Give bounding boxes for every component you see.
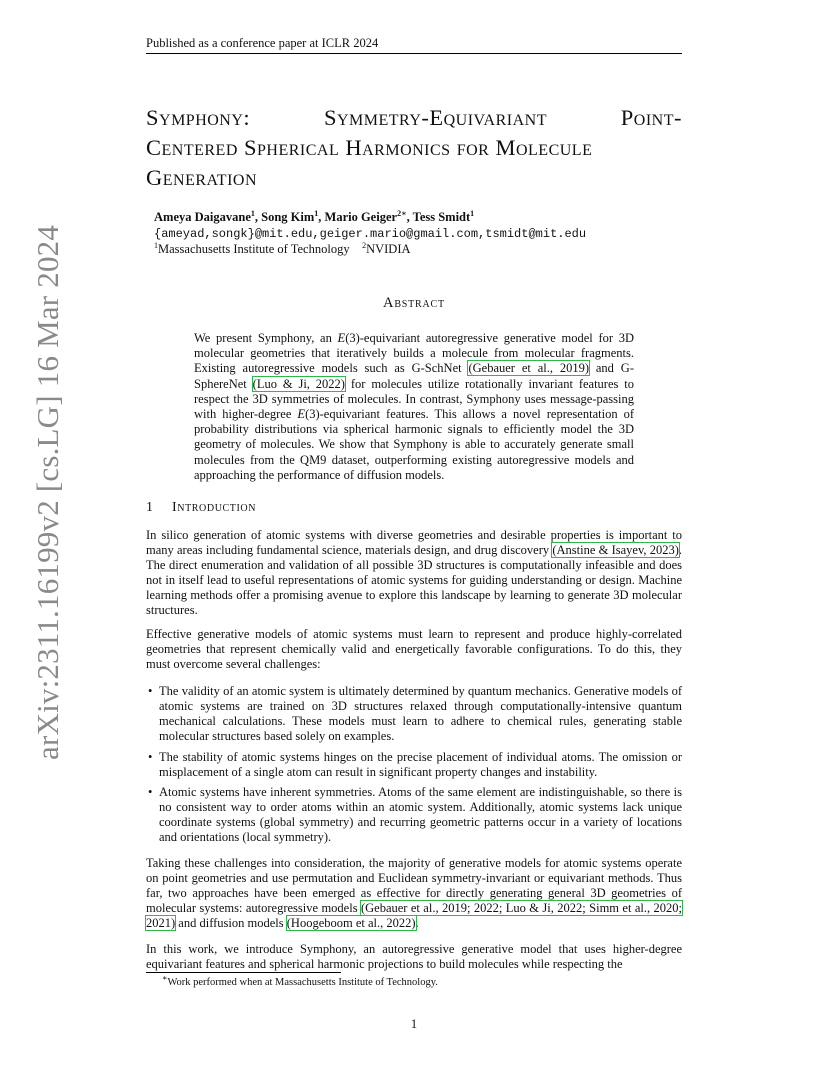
author-name: Tess Smidt bbox=[412, 210, 471, 224]
math-symbol: E bbox=[337, 331, 346, 345]
section-title: Introduction bbox=[172, 500, 257, 515]
citation-link[interactable]: (Gebauer et al., 2019) bbox=[468, 361, 590, 376]
math-symbol: E bbox=[297, 407, 306, 422]
title-line-2: Centered Spherical Harmonics for Molecule bbox=[146, 135, 593, 160]
citation-link[interactable]: (Anstine & Isayev, 2023) bbox=[552, 542, 679, 557]
footnote bbox=[162, 973, 438, 988]
list-item-text: The validity of an atomic system is ultimately determined by quantum mechanics. Generative models of atomic systems are trained on 3D structures relaxed through computationally-intensive quantum mechanical calculations. These models must learn to adhere to chemical rules, generating stable molecular structures based solely on examples. bbox=[159, 684, 682, 743]
footnote-text: Work performed when at Massachusetts Institute of Technology. bbox=[167, 977, 438, 988]
author-emails: {ameyad,songk}@mit.edu,geiger.mario@gmail.com,tsmidt@mit.edu bbox=[154, 227, 587, 241]
title-word: Point- bbox=[620, 105, 682, 130]
paragraph: In this work, we introduce Symphony, an autoregressive generative model that uses higher-degree equivariant features and spherical harmonic projections to build molecules while respecting the bbox=[146, 942, 682, 971]
citation-link[interactable]: (Luo & Ji, 2022) bbox=[252, 376, 345, 391]
citation-link[interactable]: (Gebauer et al., 2019; 2022; Luo & Ji, 2022; Simm et al., 2020; 2021) bbox=[146, 900, 682, 930]
affil-sup: 2 bbox=[362, 240, 367, 250]
text-run: and G-SphereNet bbox=[194, 361, 634, 391]
section-heading bbox=[146, 500, 256, 516]
author-name: Mario Geiger bbox=[324, 210, 398, 224]
text-run: . The direct enumeration and validation of all possible 3D structures is computationally infeasible and does not in itself lead to useful representations of atomic systems for guiding understanding or design. Machine learning methods offer a promising avenue to explore this landscape by learning to generate 3D molecular structures. bbox=[146, 542, 683, 617]
header-rule bbox=[146, 53, 682, 54]
list-item: • Atomic systems have inherent symmetries. Atoms of the same element are indistinguishable, so there is no consistent way to order atoms within an atomic system. Additionally, atomic systems lack unique coordinate systems (global symmetry) and recurring geometric patterns occur in a variety of locations and orientations (local symmetry). bbox=[148, 785, 682, 845]
affil-sup: 1 bbox=[154, 240, 158, 250]
running-header: Published as a conference paper at ICLR 2024 bbox=[146, 36, 379, 50]
text-run: for molecules utilize rotationally invariant features to respect the 3D symmetries of molecules. In contrast, Symphony uses message-passing with higher-degree bbox=[194, 376, 634, 422]
challenge-list bbox=[146, 684, 682, 851]
citation-link[interactable]: (Hoogeboom et al., 2022) bbox=[286, 915, 416, 930]
footnote-rule bbox=[146, 972, 341, 973]
affil-name: Massachusetts Institute of Technology bbox=[158, 242, 350, 256]
text-run: In silico generation of atomic systems with diverse geometries and desirable properties is important to many areas including fundamental science, materials design, and drug discovery bbox=[146, 528, 682, 557]
arxiv-watermark: arXiv:2311.16199v2 [cs.LG] 16 Mar 2024 bbox=[30, 224, 65, 760]
page-number: 1 bbox=[410, 1017, 418, 1031]
paragraph bbox=[146, 856, 682, 931]
affiliations bbox=[154, 242, 411, 257]
list-item: • The validity of an atomic system is ultimately determined by quantum mechanics. Generative models of atomic systems are trained on 3D structures relaxed through computationally-intensive quantum mechanical calculations. These models must learn to adhere to chemical rules, generating stable molecular structures based solely on examples. bbox=[148, 684, 682, 743]
affil-name: NVIDIA bbox=[366, 242, 411, 256]
author-sup: 1 bbox=[470, 208, 475, 218]
author-name: Ameya Daigavane bbox=[154, 210, 251, 224]
author-sup: 1 bbox=[314, 208, 319, 218]
section-number: 1 bbox=[146, 500, 154, 515]
text-run: Taking these challenges into consideration, the majority of generative models for atomic systems operate on point geometries and use permutation and Euclidean symmetry-invariant or equivariant methods. Thus far, two approaches have been emerged as effective for directly generating general 3D geometries of molecular systems: autoregressive models bbox=[146, 856, 682, 915]
text-run: and diffusion models bbox=[175, 915, 287, 930]
text-run: We present Symphony, an bbox=[194, 331, 338, 345]
text-run: (3)-equivariant autoregressive generative model for 3D molecular geometries that iteratively builds a molecule from molecular fragments. Existing autoregressive models such as G-SchNet bbox=[194, 331, 634, 376]
list-item: • The stability of atomic systems hinges on the precise placement of individual atoms. The omission or misplacement of a single atom can result in significant property changes and instability. bbox=[148, 749, 682, 779]
abstract-text bbox=[194, 331, 634, 483]
text-run: (3)-equivariant features. This allows a novel representation of probability distributions via spherical harmonic signals to efficiently model the 3D geometry of molecules. We show that Symphony is able to accurately generate small molecules from the QM9 dataset, outperforming existing autoregressive models and approaching the performance of diffusion models. bbox=[194, 407, 634, 482]
author-sup: 2∗ bbox=[397, 208, 407, 218]
author-list: Ameya Daigavane$^1$, Song Kim$^1$, Mario Geiger$^{2∗}$, Tess Smidt$^1$ bbox=[154, 208, 475, 224]
list-item-text: The stability of atomic systems hinges on the precise placement of individual atoms. The omission or misplacement of a single atom can result in significant property changes and instability. bbox=[159, 749, 682, 779]
abstract-heading: Abstract bbox=[383, 295, 445, 311]
author-name: Song Kim bbox=[261, 210, 315, 224]
footnote-mark: ∗ bbox=[162, 973, 168, 983]
author-sup: 1 bbox=[250, 208, 255, 218]
title-word: Symphony: bbox=[146, 105, 251, 130]
title-word: Symmetry-Equivariant bbox=[323, 105, 547, 130]
list-item-text: Atomic systems have inherent symmetries. Atoms of the same element are indistinguishable, so there is no consistent way to order atoms within an atomic system. Additionally, atomic systems lack unique coordinate systems (global symmetry) and recurring geometric patterns occur in a variety of locations and orientations (local symmetry). bbox=[159, 785, 682, 845]
paper-title bbox=[146, 103, 682, 193]
text-run: . bbox=[415, 915, 419, 930]
paragraph: Effective generative models of atomic systems must learn to represent and produce highly-correlated geometries that represent chemically valid and energetically favorable configurations. To do this, they must overcome several challenges: bbox=[146, 627, 682, 671]
paragraph bbox=[146, 528, 682, 617]
title-line-3: Generation bbox=[146, 165, 258, 190]
